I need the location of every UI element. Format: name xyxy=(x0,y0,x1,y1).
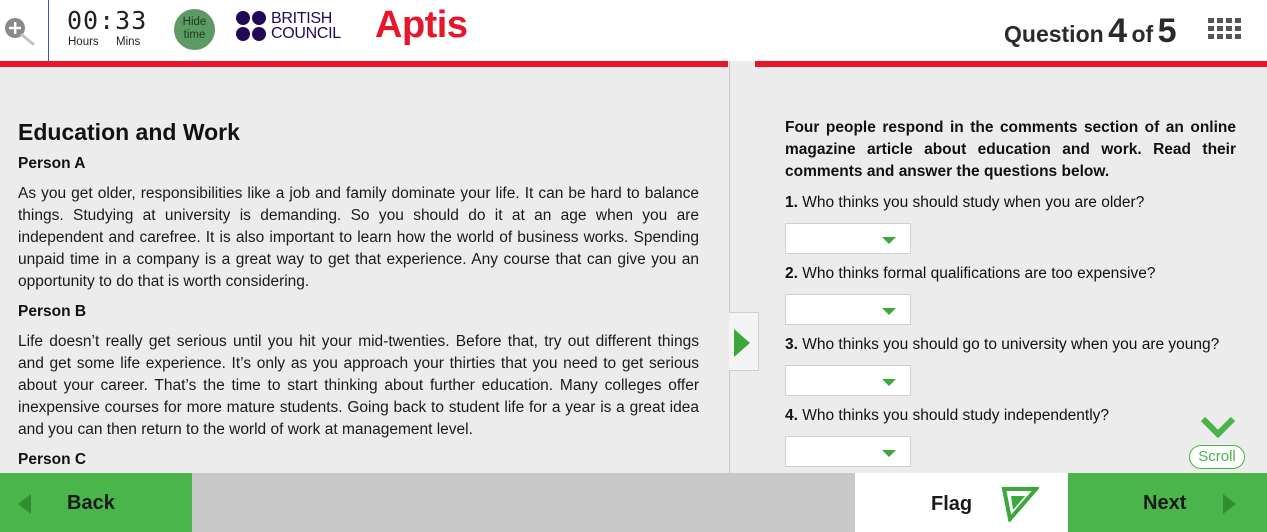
question-grid-icon[interactable] xyxy=(1208,18,1240,44)
flag-button[interactable] xyxy=(855,473,1068,532)
question-text xyxy=(785,334,1236,356)
question-number: 1. xyxy=(785,194,798,211)
answer-dropdown[interactable] xyxy=(785,365,911,396)
header-divider xyxy=(48,0,49,61)
brand-line-1: BRITISH xyxy=(271,10,333,27)
person-comment: As you get older, responsibilities like a job and family dominate your life. It can be hard to balance things. Studying at university is demanding. So you should do it at an age when you are independent and carefree. It is also important to learn how the world of business works. Spending unpaid time in a company is a great way to get that experience. Any course that can give you an opportunity to do that is worth considering. xyxy=(18,185,699,290)
question-text xyxy=(785,263,1236,285)
question-current: 4 xyxy=(1108,12,1128,50)
answer-dropdown[interactable] xyxy=(785,436,911,467)
flag-icon xyxy=(1001,486,1039,522)
flag-label: Flag xyxy=(931,493,973,515)
question-prompt: Who thinks you should go to university when you are young? xyxy=(802,336,1220,353)
dropdown-arrow-icon xyxy=(882,379,896,386)
timer-mins-label: Mins xyxy=(116,36,141,48)
british-council-dots-icon xyxy=(236,10,268,42)
question-number: 3. xyxy=(785,336,798,353)
person-name: Person C xyxy=(18,451,87,468)
answer-dropdown[interactable] xyxy=(785,223,911,254)
chevron-down-icon xyxy=(1200,415,1236,439)
person-name: Person A xyxy=(18,155,86,172)
question-prefix: Question xyxy=(1004,21,1104,47)
reading-passage-pane[interactable] xyxy=(0,67,729,473)
countdown-timer xyxy=(67,6,153,52)
passage-title: Education and Work xyxy=(18,119,240,145)
questions-pane[interactable] xyxy=(730,67,1267,473)
question-text xyxy=(785,192,1236,214)
zoom-in-icon[interactable] xyxy=(2,16,38,46)
back-label: Back xyxy=(67,492,115,514)
timer-display: 00:33 xyxy=(67,6,148,35)
back-button[interactable] xyxy=(0,473,192,532)
question-prompt: Who thinks you should study independently? xyxy=(802,407,1110,424)
instructions-text: Four people respond in the comments section of an online magazine article about education and work. Read their comments and answer the questions below. xyxy=(785,119,1236,180)
question-prompt: Who thinks formal qualifications are too expensive? xyxy=(802,265,1156,282)
question-text xyxy=(785,405,1236,427)
dropdown-arrow-icon xyxy=(882,237,896,244)
question-of: of xyxy=(1131,21,1154,47)
person-name: Person B xyxy=(18,303,87,320)
person-comment: Life doesn’t really get serious until you hit your mid-twenties. Before that, try out different things and get some life experience. It’s only as you approach your thirties that you need to get serious about your career. That’s the time to start thinking about further education. Many colleges offer inexpensive courses for more mature students. Going back to student life for a year is a great idea and you can then return to the world of work at management level. xyxy=(18,333,699,438)
scroll-button[interactable]: Scroll xyxy=(1189,445,1245,469)
question-number: 4. xyxy=(785,407,798,424)
brand-line-2: COUNCIL xyxy=(271,25,341,42)
question-prompt: Who thinks you should study when you are older? xyxy=(802,194,1145,211)
chevron-right-icon xyxy=(1222,494,1236,514)
question-total: 5 xyxy=(1157,12,1177,50)
aptis-logo: Aptis xyxy=(375,4,468,46)
timer-hours-label: Hours xyxy=(68,36,99,48)
next-label: Next xyxy=(1143,492,1187,514)
dropdown-arrow-icon xyxy=(882,308,896,315)
dropdown-arrow-icon xyxy=(882,450,896,457)
question-counter xyxy=(1004,12,1177,52)
british-council-logo xyxy=(236,10,346,42)
chevron-left-icon xyxy=(18,494,32,514)
bottom-nav xyxy=(0,473,1267,532)
question-number: 2. xyxy=(785,265,798,282)
next-button[interactable] xyxy=(1068,473,1267,532)
hide-time-button[interactable]: Hide time xyxy=(174,9,215,50)
answer-dropdown[interactable] xyxy=(785,294,911,325)
chevron-right-icon xyxy=(734,329,752,357)
top-bar xyxy=(0,0,1267,61)
expand-panel-button[interactable] xyxy=(729,312,759,371)
scroll-hint[interactable] xyxy=(1188,415,1248,471)
